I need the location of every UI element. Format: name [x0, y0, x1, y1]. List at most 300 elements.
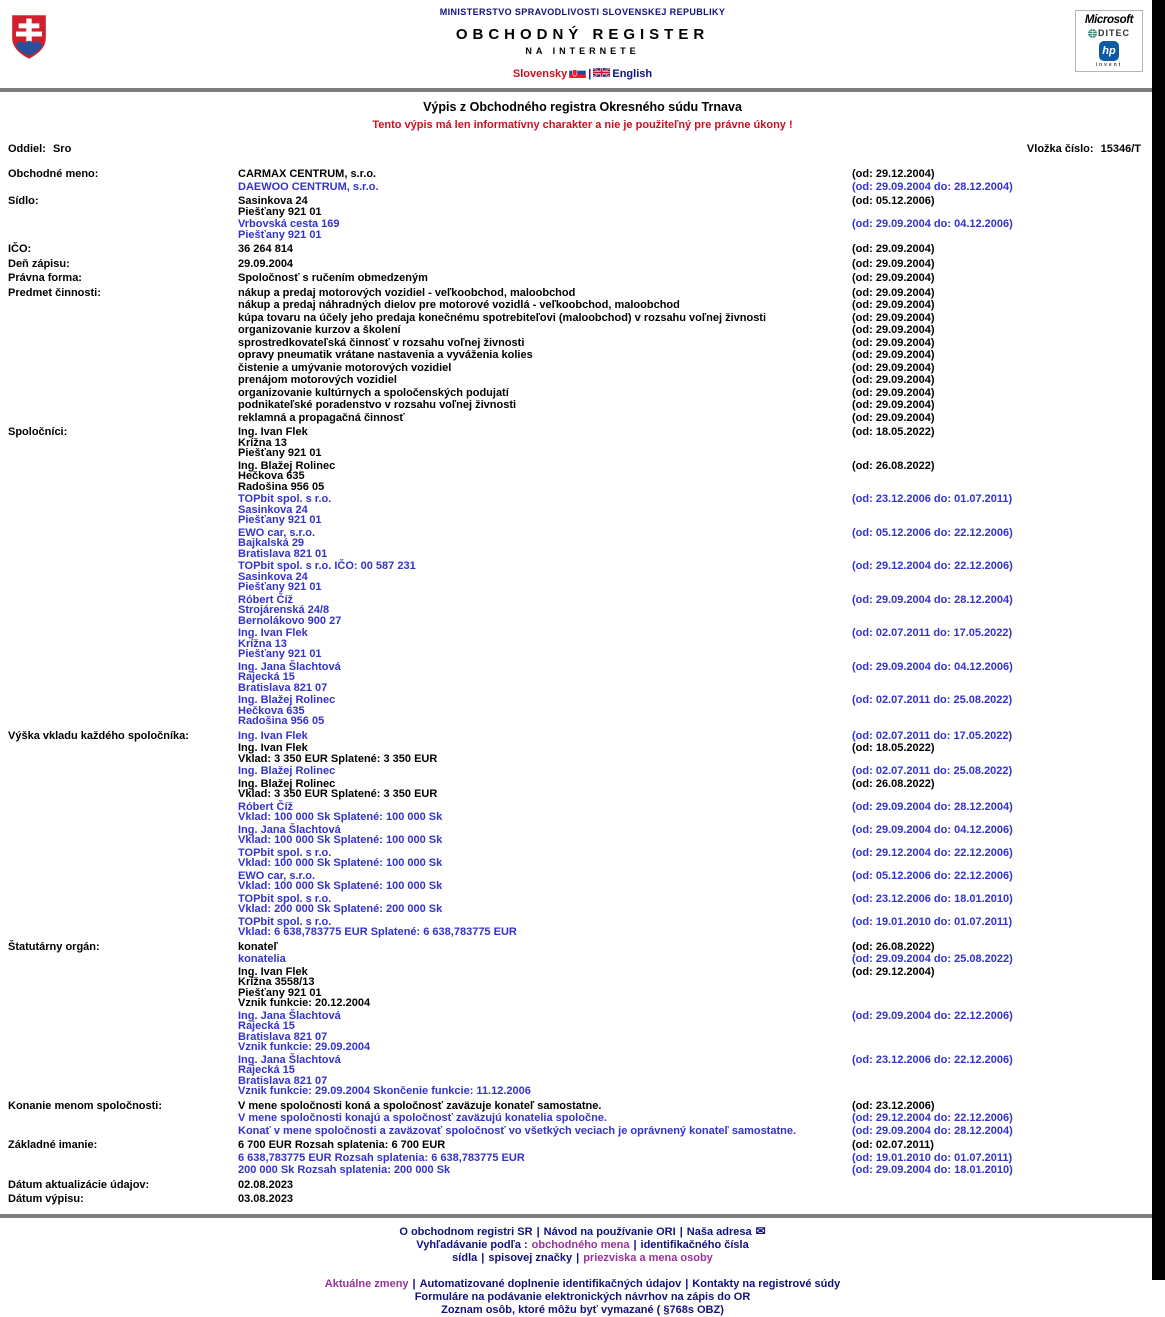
document-title: Výpis z Obchodného registra Okresného súdu Trnava — [423, 100, 742, 114]
row-value — [238, 338, 852, 349]
row-value — [238, 825, 852, 846]
row-label — [8, 848, 238, 869]
row-date: (od: 29.09.2004) — [852, 272, 935, 284]
row-value — [238, 325, 852, 336]
value-line: Ing. Jana Šlachtová — [238, 823, 341, 836]
value-line: DAEWOO CENTRUM, s.r.o. — [238, 180, 379, 193]
row-value — [238, 494, 852, 526]
row-date: (od: 29.09.2004) — [852, 286, 935, 299]
file-number-field — [1027, 143, 1145, 155]
value-line: Piešťany 921 01 — [238, 514, 322, 526]
value-line: Vklad: 100 000 Sk Splatené: 100 000 Sk — [238, 857, 443, 869]
row-value — [238, 461, 852, 493]
row-date: (od: 29.09.2004) — [852, 324, 935, 336]
value-line: TOPbit spol. s r.o. IČO: 00 587 231 — [238, 560, 416, 572]
value-line: Radošina 956 05 — [238, 480, 325, 493]
row-value — [238, 300, 852, 311]
register-row — [0, 917, 1165, 938]
row-label: Dátum aktualizácie údajov: — [8, 1178, 150, 1191]
row-label — [8, 219, 238, 240]
row-date: (od: 19.01.2010 do: 01.07.2011) — [852, 1151, 1013, 1164]
value-line: Piešťany 921 01 — [238, 228, 322, 241]
value-line: Spoločnosť s ručením obmedzeným — [238, 272, 428, 284]
divider — [0, 1214, 1165, 1218]
row-value — [238, 917, 852, 938]
register-row — [0, 363, 1165, 374]
row-value — [238, 1140, 852, 1151]
row-value — [238, 779, 852, 800]
value-line: Bratislava 821 07 — [238, 681, 328, 694]
register-row — [0, 1165, 1165, 1176]
row-label — [8, 917, 238, 938]
row-date: (od: 23.12.2006 do: 01.07.2011) — [852, 493, 1013, 505]
value-line: Vrbovská cesta 169 — [238, 218, 340, 230]
row-value — [238, 1055, 852, 1097]
uk-flag-icon[interactable] — [593, 67, 610, 81]
register-row — [0, 942, 1165, 953]
row-value — [238, 244, 852, 255]
row-label — [8, 388, 238, 399]
value-line: 02.08.2023 — [238, 1178, 294, 1191]
footer-text: Vyhľadávanie podľa : — [416, 1238, 528, 1251]
envelope-icon: ✉ — [755, 1223, 766, 1238]
row-date: (od: 02.07.2011 do: 17.05.2022) — [852, 627, 1013, 639]
row-label: Základné imanie: — [8, 1139, 98, 1151]
row-date: (od: 05.12.2006) — [852, 195, 935, 207]
value-line: Bratislava 821 07 — [238, 1074, 328, 1087]
row-value — [238, 894, 852, 915]
slovak-coat-of-arms — [10, 14, 48, 65]
value-line: Ing. Blažej Rolinec — [238, 777, 336, 790]
register-row — [0, 871, 1165, 892]
register-row — [0, 1126, 1165, 1137]
row-value — [238, 388, 852, 399]
row-label — [8, 300, 238, 311]
register-row — [0, 628, 1165, 660]
row-label — [8, 363, 238, 374]
row-value — [238, 1165, 852, 1176]
footer-line — [0, 1225, 1165, 1239]
footer-link[interactable]: O obchodnom registri SR — [399, 1225, 533, 1238]
value-line: CARMAX CENTRUM, s.r.o. — [238, 168, 377, 180]
row-date: (od: 05.12.2006 do: 22.12.2006) — [852, 526, 1013, 539]
row-date: (od: 02.07.2011 do: 25.08.2022) — [852, 765, 1013, 777]
row-value — [238, 731, 852, 742]
row-date: (od: 29.09.2004 do: 25.08.2022) — [852, 953, 1013, 965]
ditec-logo-text: DITEC — [1098, 28, 1130, 38]
separator: | — [536, 1225, 540, 1238]
row-date: (od: 29.09.2004) — [852, 257, 935, 270]
register-row — [0, 848, 1165, 869]
register-row — [0, 954, 1165, 965]
value-line: Ing. Ivan Flek — [238, 426, 308, 438]
value-line: kúpa tovaru na účely jeho predaja konečnému spotrebiteľovi (maloobchod) v rozsahu voľnej živnosti — [238, 311, 767, 324]
register-row — [0, 1153, 1165, 1164]
register-row — [0, 325, 1165, 336]
row-value — [238, 1126, 852, 1137]
register-row — [0, 273, 1165, 284]
page-footer — [0, 1225, 1165, 1317]
value-line: Vklad: 100 000 Sk Splatené: 100 000 Sk — [238, 834, 443, 846]
register-sections — [0, 161, 1165, 1205]
register-subtitle: NA INTERNETE — [525, 46, 640, 56]
row-label — [8, 1126, 238, 1137]
row-date: (od: 29.12.2004 do: 22.12.2006) — [852, 1112, 1013, 1124]
value-line: V mene spoločnosti konajú a spoločnosť zaväzujú konatelia spoločne. — [238, 1112, 607, 1124]
row-date: (od: 29.09.2004) — [852, 374, 935, 386]
value-line: Vznik funkcie: 20.12.2004 — [238, 997, 371, 1009]
value-line: Ing. Blažej Rolinec — [238, 459, 336, 472]
row-date: (od: 23.12.2006) — [852, 1099, 935, 1112]
legal-warning: Tento výpis má len informatívny charakter a nie je použiteľný pre právne úkony ! — [372, 119, 793, 131]
footer-link[interactable]: Zoznam osôb, ktoré môžu byť vymazané ( §768s OBZ) — [441, 1303, 724, 1316]
row-label — [8, 338, 238, 349]
row-label: Predmet činnosti: — [8, 286, 101, 299]
row-label — [8, 494, 238, 526]
screen-edge — [1152, 0, 1165, 1280]
row-label — [8, 1011, 238, 1053]
value-line: Krížna 13 — [238, 637, 287, 650]
file-number-value: 15346/T — [1100, 143, 1141, 155]
register-row — [0, 1011, 1165, 1053]
row-value — [238, 967, 852, 1009]
ditec-logo[interactable] — [1078, 28, 1140, 38]
value-line: Vznik funkcie: 29.09.2004 — [238, 1041, 371, 1053]
value-line: Krížna 13 — [238, 436, 287, 449]
row-date: (od: 29.09.2004) — [852, 399, 935, 411]
language-separator: | — [588, 68, 592, 80]
row-value — [238, 662, 852, 694]
value-line: 6 638,783775 EUR Rozsah splatenia: 6 638,783775 EUR — [238, 1151, 525, 1164]
hp-invent-text: invent — [1095, 62, 1123, 68]
footer-line — [0, 1291, 1165, 1304]
row-label — [8, 561, 238, 593]
footer-link[interactable]: spisovej značky — [488, 1251, 573, 1264]
row-date — [852, 1194, 1149, 1205]
ministry-title: MINISTERSTVO SPRAVODLIVOSTI SLOVENSKEJ REPUBLIKY — [439, 7, 726, 17]
register-row — [0, 388, 1165, 399]
register-row — [0, 288, 1165, 299]
row-label — [8, 325, 238, 336]
row-value — [238, 1194, 852, 1205]
register-row — [0, 894, 1165, 915]
row-value — [238, 313, 852, 324]
footer-link[interactable]: Automatizované doplnenie identifikačných údajov — [419, 1277, 682, 1290]
value-line: TOPbit spol. s r.o. — [238, 892, 332, 905]
row-value — [238, 954, 852, 965]
row-value — [238, 219, 852, 240]
register-row — [0, 375, 1165, 386]
row-label — [8, 825, 238, 846]
row-date: (od: 29.09.2004 do: 04.12.2006) — [852, 660, 1013, 673]
register-row — [0, 413, 1165, 424]
row-date: (od: 02.07.2011 do: 17.05.2022) — [852, 729, 1013, 742]
register-row — [0, 825, 1165, 846]
footer-link[interactable]: Formuláre na podávanie elektronických návrhov na zápis do OR — [414, 1290, 751, 1303]
row-date: (od: 18.05.2022) — [852, 426, 935, 438]
value-line: Ing. Jana Šlachtová — [238, 660, 341, 673]
register-row — [0, 259, 1165, 270]
row-date: (od: 29.09.2004 do: 28.12.2004) — [852, 593, 1013, 606]
row-label — [8, 350, 238, 361]
row-value — [238, 1101, 852, 1112]
section-value: Sro — [52, 143, 72, 155]
row-date: (od: 29.09.2004) — [852, 243, 935, 255]
row-value — [238, 259, 852, 270]
row-date: (od: 23.12.2006 do: 18.01.2010) — [852, 892, 1013, 905]
footer-link[interactable]: Aktuálne zmeny — [324, 1277, 409, 1290]
row-value — [238, 363, 852, 374]
row-value — [238, 375, 852, 386]
file-number-label: Vložka číslo: — [1026, 143, 1094, 155]
value-line: sprostredkovateľská činnosť v rozsahu voľnej živnosti — [238, 336, 525, 349]
row-date: (od: 02.07.2011 do: 25.08.2022) — [852, 694, 1013, 706]
row-date: (od: 29.12.2004 do: 22.12.2006) — [852, 846, 1013, 859]
row-date: (od: 19.01.2010 do: 01.07.2011) — [852, 915, 1013, 928]
row-date: (od: 26.08.2022) — [852, 777, 935, 790]
row-label — [8, 802, 238, 823]
register-row — [0, 1194, 1165, 1205]
footer-link[interactable]: obchodného mena — [531, 1238, 630, 1251]
row-date: (od: 29.09.2004) — [852, 411, 935, 424]
row-value — [238, 628, 852, 660]
value-line: nákup a predaj náhradných dielov pre motorové vozidlá - veľkoobchod, maloobchod — [238, 299, 680, 311]
register-row — [0, 313, 1165, 324]
value-line: TOPbit spol. s r.o. — [238, 493, 332, 505]
row-label — [8, 871, 238, 892]
row-label — [8, 766, 238, 777]
row-value — [238, 1180, 852, 1191]
register-row — [0, 1113, 1165, 1124]
register-row — [0, 731, 1165, 742]
row-label: Deň zápisu: — [8, 257, 70, 270]
value-line: organizovanie kurzov a školení — [238, 324, 401, 336]
register-row — [0, 400, 1165, 411]
row-date: (od: 29.09.2004) — [852, 349, 935, 361]
row-label — [8, 894, 238, 915]
row-date: (od: 29.12.2004) — [852, 965, 935, 978]
value-line: Bajkalská 29 — [238, 537, 305, 549]
row-date: (od: 29.09.2004) — [852, 311, 935, 324]
value-line: Ing. Ivan Flek — [238, 742, 308, 754]
footer-link[interactable]: priezviska a mena osoby — [583, 1251, 713, 1264]
row-label — [8, 528, 238, 560]
row-label — [8, 779, 238, 800]
register-row — [0, 494, 1165, 526]
row-label — [8, 313, 238, 324]
value-line: Ing. Jana Šlachtová — [238, 1009, 341, 1022]
register-row — [0, 766, 1165, 777]
separator: | — [576, 1251, 580, 1264]
value-line: Rajecká 15 — [238, 671, 295, 683]
row-label — [8, 461, 238, 493]
value-line: Vznik funkcie: 29.09.2004 Skončenie funkcie: 11.12.2006 — [238, 1085, 531, 1097]
slovak-flag-icon[interactable] — [569, 67, 586, 81]
value-line: Ing. Blažej Rolinec — [238, 765, 336, 777]
footer-link[interactable]: identifikačného čísla — [640, 1238, 749, 1251]
section-label: Oddiel: — [8, 143, 46, 155]
separator: | — [633, 1238, 637, 1251]
value-line: Vklad: 100 000 Sk Splatené: 100 000 Sk — [238, 811, 443, 823]
value-line: Bernolákovo 900 27 — [238, 614, 342, 627]
register-row — [0, 427, 1165, 459]
footer-link[interactable]: sídla — [452, 1251, 478, 1264]
row-date: (od: 26.08.2022) — [852, 940, 935, 953]
row-label: Právna forma: — [8, 272, 82, 284]
value-line: Rajecká 15 — [238, 1064, 295, 1076]
footer-link[interactable]: Kontakty na registrové súdy — [692, 1277, 841, 1290]
row-label: Obchodné meno: — [8, 168, 99, 180]
value-line: Vklad: 100 000 Sk Splatené: 100 000 Sk — [238, 880, 443, 892]
register-meta — [0, 131, 1165, 161]
row-value — [238, 288, 852, 299]
value-line: Piešťany 921 01 — [238, 447, 322, 459]
row-date: (od: 29.09.2004) — [852, 386, 935, 399]
row-value — [238, 695, 852, 727]
row-date: (od: 26.08.2022) — [852, 459, 935, 472]
row-value — [238, 743, 852, 764]
row-label — [8, 954, 238, 965]
value-line: 29.09.2004 — [238, 257, 294, 270]
language-selector — [0, 67, 1165, 81]
footer-line — [0, 1278, 1165, 1291]
register-row — [0, 1101, 1165, 1112]
row-date: (od: 29.09.2004 do: 28.12.2004) — [852, 1124, 1013, 1137]
separator: | — [685, 1277, 689, 1290]
microsoft-logo[interactable]: Microsoft — [1084, 14, 1134, 26]
value-line: Ing. Ivan Flek — [238, 965, 308, 978]
row-value — [238, 942, 852, 953]
register-row — [0, 595, 1165, 627]
row-date: (od: 29.12.2004 do: 22.12.2006) — [852, 560, 1013, 572]
value-line: prenájom motorových vozidiel — [238, 374, 397, 386]
row-value — [238, 1011, 852, 1053]
value-line: V mene spoločnosti koná a spoločnosť zaväzuje konateľ samostatne. — [238, 1099, 602, 1112]
value-line: 36 264 814 — [238, 243, 294, 255]
separator: | — [481, 1251, 485, 1264]
language-link-slovak[interactable]: Slovensky — [512, 68, 568, 80]
row-value — [238, 766, 852, 777]
value-line: Sasinkova 24 — [238, 570, 308, 583]
register-row — [0, 695, 1165, 727]
row-value — [238, 273, 852, 284]
value-line: organizovanie kultúrnych a spoločenských podujatí — [238, 386, 509, 399]
value-line: Róbert Číž — [238, 800, 293, 813]
page-header — [0, 0, 1165, 131]
row-value — [238, 400, 852, 411]
value-line: Piešťany 921 01 — [238, 205, 322, 218]
row-value — [238, 1113, 852, 1124]
separator: | — [679, 1225, 683, 1238]
row-value — [238, 802, 852, 823]
value-line: 03.08.2023 — [238, 1193, 294, 1205]
row-date: (od: 29.09.2004 do: 04.12.2006) — [852, 823, 1013, 836]
partner-logos — [1075, 10, 1143, 72]
divider — [0, 88, 1165, 92]
row-label: Štatutárny orgán: — [8, 940, 100, 953]
row-label — [8, 967, 238, 1009]
register-row — [0, 182, 1165, 193]
value-line: Ing. Ivan Flek — [238, 729, 308, 742]
value-line: Vklad: 3 350 EUR Splatené: 3 350 EUR — [238, 788, 438, 800]
row-value — [238, 595, 852, 627]
separator: | — [412, 1277, 416, 1290]
row-value — [238, 561, 852, 593]
section-field — [8, 143, 75, 155]
row-value — [238, 413, 852, 424]
value-line: konateľ — [238, 940, 278, 953]
row-date: (od: 29.09.2004) — [852, 299, 935, 311]
language-link-english[interactable]: English — [612, 68, 653, 80]
value-line: Sasinkova 24 — [238, 195, 308, 207]
row-label — [8, 1113, 238, 1124]
register-row — [0, 244, 1165, 255]
slovak-coat-of-arms-icon — [10, 14, 48, 60]
value-line: reklamná a propagačná činnosť — [238, 411, 405, 424]
register-row — [0, 779, 1165, 800]
footer-link[interactable]: Návod na používanie ORI — [543, 1225, 676, 1238]
row-label — [8, 662, 238, 694]
row-value — [238, 169, 852, 180]
footer-line — [0, 1304, 1165, 1317]
row-label — [8, 628, 238, 660]
register-row — [0, 338, 1165, 349]
register-row — [0, 461, 1165, 493]
value-line: opravy pneumatik vrátane nastavenia a vyváženia kolies — [238, 349, 533, 361]
row-date: (od: 29.09.2004 do: 28.12.2004) — [852, 180, 1013, 193]
row-date: (od: 18.05.2022) — [852, 742, 935, 754]
row-label — [8, 695, 238, 727]
row-value — [238, 871, 852, 892]
value-line: TOPbit spol. s r.o. — [238, 915, 332, 928]
row-label — [8, 595, 238, 627]
row-label — [8, 1165, 238, 1176]
footer-block-2 — [0, 1278, 1165, 1317]
register-row — [0, 802, 1165, 823]
row-label — [8, 182, 238, 193]
register-row — [0, 300, 1165, 311]
row-value — [238, 182, 852, 193]
register-row — [0, 967, 1165, 1009]
hp-logo-text: hp — [1102, 45, 1116, 57]
value-line: TOPbit spol. s r.o. — [238, 846, 332, 859]
row-value — [238, 350, 852, 361]
value-line: Krížna 3558/13 — [238, 976, 315, 988]
value-line: Vklad: 200 000 Sk Splatené: 200 000 Sk — [238, 903, 443, 915]
hp-logo[interactable] — [1099, 41, 1119, 61]
row-label — [8, 1153, 238, 1164]
footer-line — [0, 1239, 1165, 1252]
value-line: EWO car, s.r.o. — [238, 526, 316, 539]
value-line: Ing. Ivan Flek — [238, 627, 308, 639]
value-line: konatelia — [238, 953, 286, 965]
value-line: Sasinkova 24 — [238, 503, 308, 516]
row-date: (od: 29.09.2004) — [852, 361, 935, 374]
value-line: Vklad: 3 350 EUR Splatené: 3 350 EUR — [238, 752, 438, 765]
register-row — [0, 196, 1165, 217]
value-line: Hečkova 635 — [238, 470, 305, 482]
row-value — [238, 848, 852, 869]
ditec-globe-icon — [1088, 29, 1097, 38]
value-line: Rajecká 15 — [238, 1020, 295, 1032]
value-line: Piešťany 921 01 — [238, 581, 322, 593]
value-line: Bratislava 821 01 — [238, 547, 328, 560]
value-line: nákup a predaj motorových vozidiel - veľkoobchod, maloobchod — [238, 286, 576, 299]
register-row — [0, 1140, 1165, 1151]
register-row — [0, 1180, 1165, 1191]
footer-link[interactable]: Naša adresa — [686, 1225, 752, 1238]
value-line: Hečkova 635 — [238, 704, 305, 717]
